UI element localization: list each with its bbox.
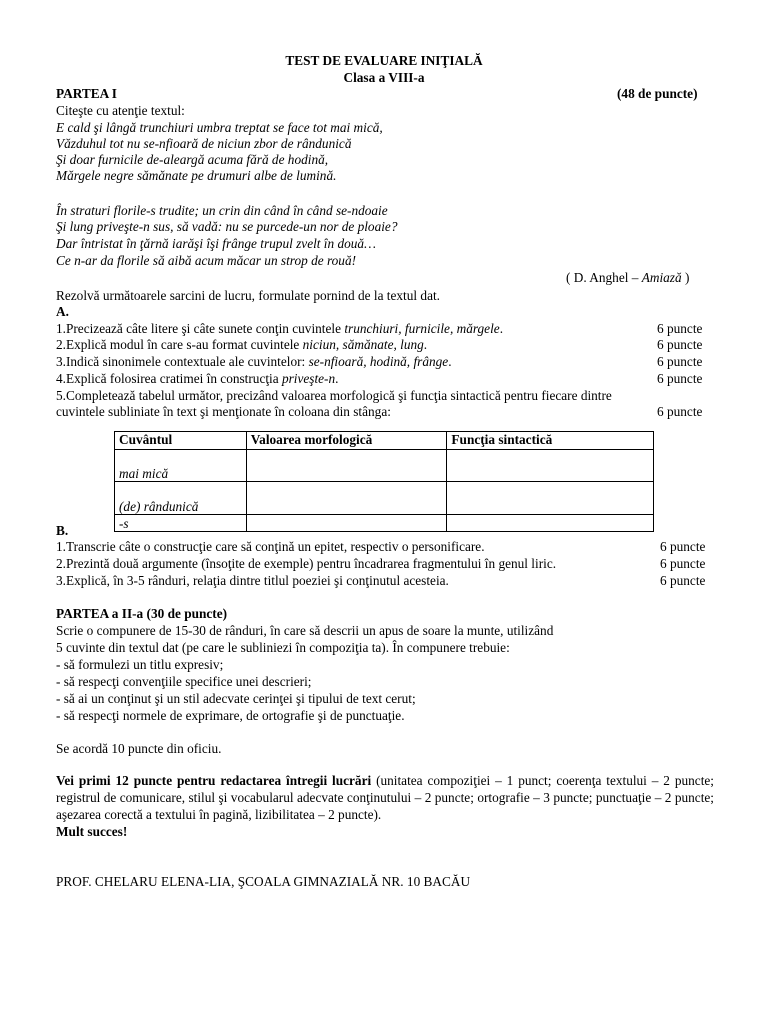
table-row [115, 482, 654, 515]
table-empty-cell [447, 450, 654, 482]
table-word-cell: (de) rândunică [115, 482, 247, 515]
source-title: Amiază [641, 270, 682, 285]
poem-line: Dar întristat în ţărnă iarăşi îşi frânge trupul zvelt în două… [56, 236, 376, 251]
task-a4 [56, 371, 338, 387]
task-a5-line1: 5.Completează tabelul următor, precizând valoarea morfologică şi funcţia sintactică pentru fiecare dintre [56, 388, 612, 403]
task-end: . [335, 371, 339, 386]
task-intro: Rezolvă următoarele sarcini de lucru, formulate pornind de la textul dat. [56, 288, 440, 303]
source-close: ) [681, 270, 690, 285]
table-word-cell: mai mică [115, 450, 247, 482]
poem-source [566, 270, 689, 286]
poem-line: Mărgele negre sămănate pe drumuri albe de lumină. [56, 168, 337, 183]
task-text: 4.Explică folosirea cratimei în construcţia [56, 371, 282, 386]
part1-points: (48 de puncte) [617, 86, 698, 101]
task-words: trunchiuri, furnicile, mărgele [344, 321, 500, 336]
grading-details: (unitatea compoziţiei – 1 punct; coerenţa textului – 2 puncte; registrul de comunicare, stilul şi vocabularul adecvate conţinutului – 2 puncte; ortografie – 3 puncte; punctuaţie – 2 puncte; aşezarea corectă a textului în pagină, lizibilitatea – 2 puncte). [56, 773, 714, 822]
section-b-label: B. [56, 523, 69, 538]
task-words: se-nfioară, hodină, frânge [308, 354, 449, 369]
section-a-label: A. [56, 304, 69, 319]
task-a3 [56, 354, 452, 370]
source-author: ( D. Anghel – [566, 270, 642, 285]
task-b3: 3.Explică, în 3-5 rânduri, relaţia dintre titlul poeziei şi conţinutul acesteia. [56, 573, 449, 588]
table-row [115, 450, 654, 482]
part2-heading: PARTEA a II-a (30 de puncte) [56, 606, 228, 621]
task-a2 [56, 337, 427, 353]
poem-line: E cald şi lângă trunchiuri umbra treptat se face tot mai mică, [56, 120, 383, 135]
exam-title: TEST DE EVALUARE INIŢIALĂ [285, 53, 483, 68]
poem-line: Şi lung priveşte-n sus, să vadă: nu se purcede-un nor de ploaie? [56, 219, 398, 234]
task-points: 6 puncte [660, 556, 706, 571]
table-empty-cell [246, 482, 447, 515]
task-text: 3.Indică sinonimele contextuale ale cuvintelor: [56, 354, 309, 369]
table-empty-cell [246, 515, 447, 532]
table-header-cell: Cuvântul [115, 432, 247, 450]
part1-heading: PARTEA I [56, 86, 117, 101]
requirement-item: - să ai un conţinut şi un stil adecvate cerinţei şi tipului de text cerut; [56, 691, 416, 706]
morphology-table [114, 431, 654, 532]
requirement-item: - să respecţi convenţiile specifice unei descrieri; [56, 674, 312, 689]
part2-line1: Scrie o compunere de 15-30 de rânduri, în care să descrii un apus de soare la munte, utilizând [56, 623, 554, 638]
table-empty-cell [246, 450, 447, 482]
table-row [115, 515, 654, 532]
poem-line: Şi doar furnicile de-aleargă acuma fără de hodină, [56, 152, 329, 167]
task-points: 6 puncte [657, 404, 703, 419]
table-header-row [115, 432, 654, 450]
task-points: 6 puncte [657, 337, 703, 352]
requirement-item: - să respecţi normele de exprimare, de ortografie şi de punctuaţie. [56, 708, 405, 723]
task-points: 6 puncte [657, 371, 703, 386]
task-end: . [423, 337, 428, 352]
poem-line: Văzduhul tot nu se-nfioară de niciun zbor de rândunică [56, 136, 352, 151]
oficiu-note: Se acordă 10 puncte din oficiu. [56, 741, 222, 756]
task-words: priveşte-n [281, 371, 336, 386]
task-text: 1.Precizează câte litere şi câte sunete conţin cuvintele [56, 321, 345, 336]
table-word-cell: -s [115, 515, 247, 532]
grading-bold: Vei primi 12 puncte pentru redactarea întregii lucrări [56, 773, 372, 788]
task-words: niciun, sămănate, lung [302, 337, 424, 352]
table-header-cell: Funcţia sintactică [447, 432, 654, 450]
task-b2: 2.Prezintă două argumente (însoţite de exemple) pentru încadrarea fragmentului în genul liric. [56, 556, 557, 571]
poem-line: În straturi florile-s trudite; un crin din când în când se-ndoaie [56, 203, 388, 218]
grading-paragraph [56, 772, 714, 823]
poem-line: Ce n-ar da florile să aibă acum măcar un strop de rouă! [56, 253, 357, 268]
class-label: Clasa a VIII-a [343, 70, 425, 85]
good-luck: Mult succes! [56, 824, 128, 839]
task-b1: 1.Transcrie câte o construcţie care să conţină un epitet, respectiv o personificare. [56, 539, 485, 554]
task-points: 6 puncte [657, 354, 703, 369]
part2-line2: 5 cuvinte din textul dat (pe care le subliniezi în compoziţia ta). În compunere trebuie: [56, 640, 510, 655]
task-a5-line2: cuvintele subliniate în text şi menţionate în coloana din stânga: [56, 404, 391, 419]
task-points: 6 puncte [660, 573, 706, 588]
task-a1 [56, 321, 503, 337]
read-instruction: Citeşte cu atenţie textul: [56, 103, 185, 118]
task-end: . [499, 321, 504, 336]
task-points: 6 puncte [660, 539, 706, 554]
table-empty-cell [447, 482, 654, 515]
task-text: 2.Explică modul în care s-au format cuvintele [56, 337, 303, 352]
requirement-item: - să formulezi un titlu expresiv; [56, 657, 224, 672]
author-footer: PROF. CHELARU ELENA-LIA, ŞCOALA GIMNAZIALĂ NR. 10 BACĂU [56, 874, 471, 889]
table-empty-cell [447, 515, 654, 532]
task-points: 6 puncte [657, 321, 703, 336]
task-end: . [448, 354, 452, 369]
table-header-cell: Valoarea morfologică [246, 432, 447, 450]
